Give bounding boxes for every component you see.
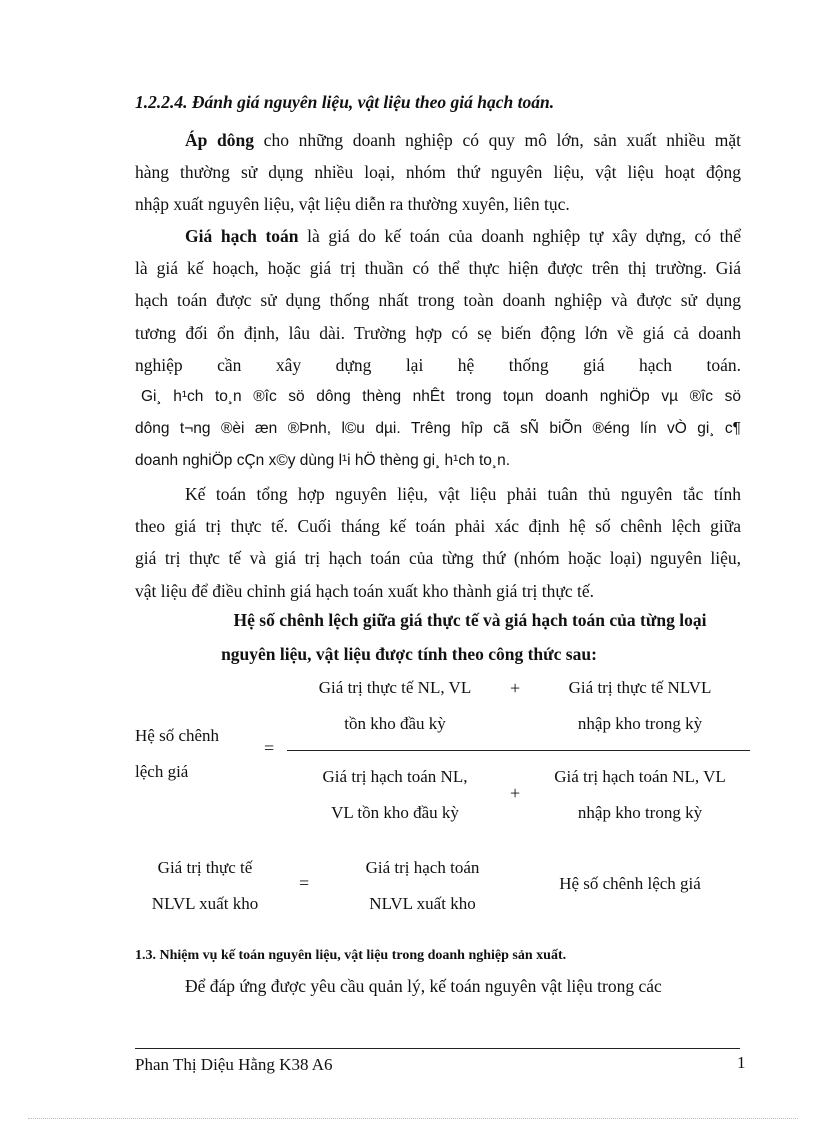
formula-text: Giá trị hạch toán NL, VL: [554, 767, 726, 786]
paragraph-line: hạch toán được sử dụng thống nhất trong toàn doanh nghiệp và được sử dụng: [135, 290, 741, 311]
formula-title-line2: nguyên liệu, vật liệu được tính theo công thức sau:: [221, 644, 597, 664]
footer-author: Phan Thị Diệu Hằng K38 A6: [135, 1055, 333, 1074]
formula-lhs-line: lệch giá: [135, 762, 189, 781]
denominator-term-b: [530, 759, 750, 831]
formula-text: nhập kho trong kỳ: [577, 803, 703, 822]
paragraph-line-legacy-encoding: doanh nghiÖp cÇn x©y dùng l¹i hÖ thèng gi¸ h¹ch to¸n.: [135, 452, 511, 470]
formula-text: Giá trị hạch toán: [365, 858, 480, 877]
paragraph-line: nghiệp cần xây dựng lại hệ thống giá hạch toán.: [135, 354, 741, 375]
footer-divider: [135, 1048, 740, 1049]
fraction-line: [287, 750, 750, 751]
formula-text: NLVL xuất kho: [369, 894, 476, 913]
paragraph-ke-toan-tong-hop: [135, 478, 741, 607]
paragraph-ap-dung: [135, 124, 741, 221]
formula-text: NLVL xuất kho: [151, 894, 259, 913]
bold-term: Áp dông: [185, 130, 254, 150]
paragraph-gia-hach-toan: [135, 220, 741, 478]
paragraph-line: nhập xuất nguyên liệu, vật liệu diễn ra thường xuyên, liên tục.: [135, 194, 570, 215]
equals-sign: =: [299, 873, 310, 893]
plus-sign: +: [510, 678, 521, 698]
paragraph-last: Để đáp ứng được yêu cầu quản lý, kế toán nguyên vật liệu trong các: [185, 976, 662, 996]
section-heading: 1.2.2.4. Đánh giá nguyên liệu, vật liệu theo giá hạch toán.: [135, 92, 555, 112]
equals-sign: =: [264, 738, 275, 758]
formula-text: Giá trị thực tế: [157, 858, 253, 877]
formula-text: Giá trị thực tế NLVL: [568, 678, 712, 697]
paragraph-line: tương đối ổn định, lâu dài. Trường hợp có sẹ biến động lớn về giá cả doanh: [135, 322, 741, 343]
paragraph-line: [135, 220, 741, 252]
paragraph-line-legacy-encoding: Gi¸ h¹ch to¸n ®îc sö dông thèng nhÊt trong toµn doanh nghiÖp vµ ®îc sö: [141, 388, 741, 406]
formula-text: VL tồn kho đầu kỳ: [331, 803, 459, 822]
paragraph-line: giá trị thực tế và giá trị hạch toán của từng thứ (nhóm hoặc loại) nguyên liệu,: [135, 548, 741, 569]
formula2-lhs: [135, 850, 275, 922]
text-span: là giá do kế toán của doanh nghiệp tự xây dựng, có thể: [307, 226, 741, 246]
formula2-rhs: Hệ số chênh lệch giá: [559, 874, 701, 893]
page-bottom-dotted-line: [28, 1118, 798, 1119]
paragraph-line-legacy-encoding: dông t¬ng ®èi æn ®Þnh, l©u dµi. Trêng hîp cã sÑ biÕn ®éng lín vÒ gi¸ c¶: [135, 420, 741, 438]
section-heading-1-3: 1.3. Nhiệm vụ kế toán nguyên liệu, vật liệu trong doanh nghiệp sản xuất.: [135, 948, 567, 963]
formula-text: nhập kho trong kỳ: [577, 714, 703, 733]
formula-text: Giá trị thực tế NL, VL: [318, 678, 472, 697]
paragraph-line: hàng thường sử dụng nhiều loại, nhóm thứ nguyên liệu, vật liệu hoạt động: [135, 162, 741, 183]
paragraph-line: vật liệu để điều chỉnh giá hạch toán xuất kho thành giá trị thực tế.: [135, 580, 594, 601]
denominator-term-a: [290, 759, 500, 831]
formula-lhs: [135, 718, 247, 790]
paragraph-line: [135, 124, 741, 156]
page-number: 1: [737, 1053, 746, 1072]
formula-lhs-line: Hệ số chênh: [135, 726, 220, 745]
formula2-middle: [345, 850, 500, 922]
text-span: cho những doanh nghiệp có quy mô lớn, sản xuất nhiều mặt: [263, 130, 742, 150]
formula-title-line1: Hệ số chênh lệch giữa giá thực tế và giá hạch toán của từng loại: [233, 610, 707, 630]
plus-sign: +: [510, 783, 521, 803]
formula-text: Giá trị hạch toán NL,: [322, 767, 468, 786]
numerator-term-b: [530, 670, 750, 742]
paragraph-line: Kế toán tổng hợp nguyên liệu, vật liệu phải tuân thủ nguyên tắc tính: [185, 484, 741, 504]
numerator-term-a: [290, 670, 500, 742]
paragraph-line: theo giá trị thực tế. Cuối tháng kế toán phải xác định hệ số chênh lệch giữa: [135, 516, 741, 537]
formula-text: tồn kho đầu kỳ: [344, 714, 446, 733]
bold-term: Giá hạch toán: [185, 226, 299, 246]
paragraph-line: là giá kế hoạch, hoặc giá trị thuần có thể thực hiện được trên thị trường. Giá: [135, 258, 741, 279]
